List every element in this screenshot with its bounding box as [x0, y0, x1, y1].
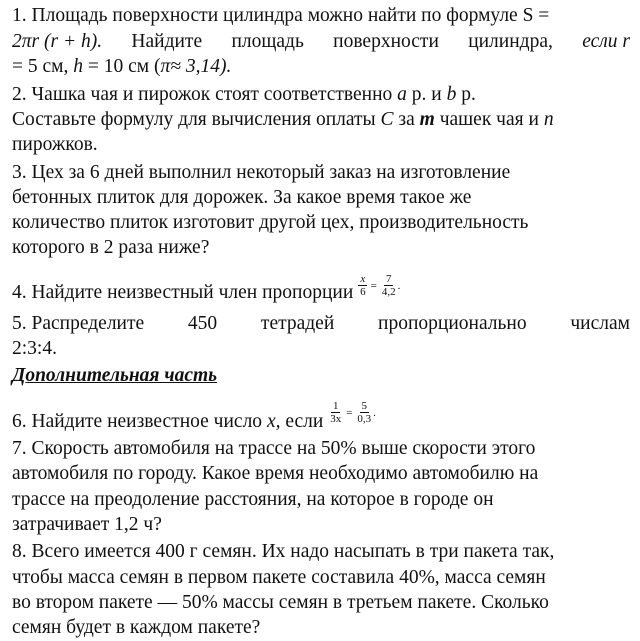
text: 8. Всего имеется 400 г семян. Их надо насыпать в три пакета так,	[12, 541, 555, 562]
task-1-text: 1. Площадь поверхности цилиндра можно найти по формуле S =	[12, 5, 550, 26]
text: автомобиля по городу. Какое время необходимо автомобилю на	[12, 463, 539, 484]
frac-den: 3x	[330, 413, 342, 426]
text: количество плиток изготовит другой цех, производительность	[12, 212, 529, 233]
text: Составьте формулу для вычисления оплаты	[12, 109, 376, 130]
task-3-line-3	[12, 211, 528, 235]
word: тетрадей	[260, 313, 335, 334]
text: 7. Скорость автомобиля на трассе на 50% выше скорости этого	[12, 438, 536, 459]
ratio: 2:3:4.	[12, 338, 57, 359]
var-a: a	[397, 84, 407, 105]
task-2-line-3	[12, 133, 98, 157]
task-7-line-3	[12, 488, 494, 512]
task-3-line-4	[12, 236, 209, 260]
text: за	[398, 109, 415, 130]
heading-text: Дополнительная часть	[12, 365, 218, 386]
extra-part-heading	[12, 364, 217, 388]
frac-num: 7	[385, 273, 392, 286]
frac-den: 4,2	[381, 286, 396, 299]
word: Найдите	[131, 31, 203, 52]
task-7-line-2	[12, 462, 538, 486]
frac-den: 0,3	[357, 413, 372, 426]
text: во втором пакете — 50% массы семян в третьем пакете. Сколько	[12, 592, 549, 613]
task-8-line-2	[12, 566, 546, 590]
proportion-formula	[358, 273, 400, 298]
var-h: h	[73, 56, 83, 77]
task-1-line-1	[12, 4, 549, 28]
pi-value: π≈ 3,14).	[160, 56, 232, 77]
word: числам	[570, 313, 630, 334]
equals-sign: =	[370, 279, 377, 292]
equals-sign: =	[346, 406, 353, 419]
word: пропорционально	[378, 313, 527, 334]
task-2-text: 2. Чашка чая и пирожок стоят соответственно	[12, 84, 393, 105]
text: чтобы масса семян в первом пакете составила 40%, масса семян	[12, 567, 546, 588]
text: чашек чая и	[439, 109, 539, 130]
frac-num: 5	[361, 400, 368, 413]
word: 450	[187, 313, 218, 334]
frac-num: 1	[332, 400, 339, 413]
text: р.	[461, 84, 476, 105]
task-7-line-1	[12, 437, 535, 461]
var-b: b	[446, 84, 457, 105]
text: р. и	[411, 84, 442, 105]
text: затрачивает 1,2 ч?	[12, 514, 162, 535]
text: семян будет в каждом пакете?	[12, 617, 261, 638]
text: трассе на преодоление расстояния, на которое в городе он	[12, 489, 494, 510]
var-m: m	[419, 109, 435, 130]
task-5-line-2	[12, 337, 57, 361]
task-6-text: 6. Найдите неизвестное число	[12, 411, 263, 432]
period: .	[397, 279, 401, 292]
text: пирожков.	[12, 134, 98, 155]
var-x: x,	[266, 411, 281, 432]
task-2-line-1	[12, 83, 476, 107]
frac-den: 6	[360, 286, 366, 299]
text: которого в 2 раза ниже?	[12, 237, 210, 258]
task-4-line	[12, 273, 401, 306]
text: если	[285, 411, 324, 432]
task-1-line-2	[12, 30, 630, 54]
word: 5. Распределите	[12, 313, 145, 334]
task-3-line-2	[12, 186, 471, 210]
equation-formula	[328, 400, 376, 425]
task-4-text: 4. Найдите неизвестный член пропорции	[12, 282, 354, 303]
task-8-line-4	[12, 616, 260, 640]
period: .	[373, 406, 376, 419]
task-6-line	[12, 400, 376, 435]
text: бетонных плиток для дорожек. За какое время такое же	[12, 187, 472, 208]
height-value: = 10 см (	[87, 56, 161, 77]
task-2-line-2	[12, 108, 554, 132]
var-c: C	[380, 109, 394, 130]
word: цилиндра,	[468, 31, 553, 52]
word: поверхности	[333, 31, 439, 52]
task-8-line-1	[12, 540, 554, 564]
var-n: n	[543, 109, 554, 130]
task-7-line-4	[12, 513, 162, 537]
task-3-line-1	[12, 161, 510, 185]
word: площадь	[231, 31, 304, 52]
text: 3. Цех за 6 дней выполнил некоторый заказ на изготовление	[12, 162, 511, 183]
word: если r	[582, 31, 630, 52]
task-8-line-3	[12, 591, 549, 615]
frac-num: x	[360, 273, 366, 286]
radius-value: = 5 см,	[12, 56, 69, 77]
task-1-line-3	[12, 55, 231, 79]
task-5-line-1	[12, 312, 630, 336]
cylinder-area-formula: 2πr (r + h).	[12, 31, 103, 52]
